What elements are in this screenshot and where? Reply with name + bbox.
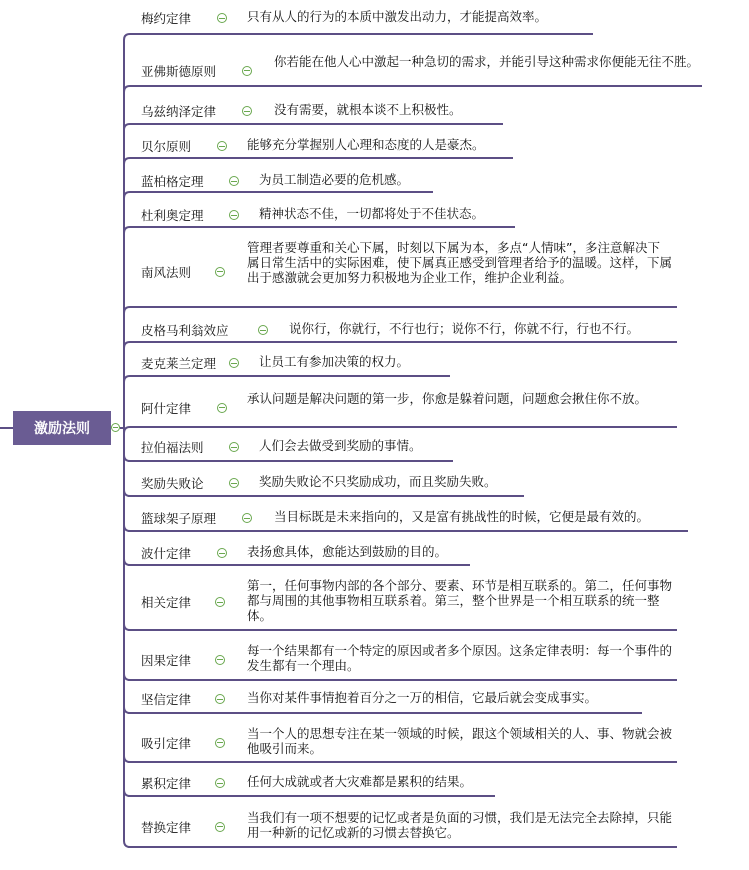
collapse-icon-10[interactable] [217, 403, 227, 413]
root-collapse-icon[interactable] [111, 423, 120, 432]
branch-description-2: 你若能在他人心中激起一种急切的需求，并能引导这种需求你便能无往不胜。 [274, 54, 700, 69]
collapse-icon-16[interactable] [215, 655, 225, 665]
branch-name-8[interactable]: 皮格马利翁效应 [141, 323, 229, 338]
root-node[interactable] [13, 411, 111, 445]
branch-description-1: 只有从人的行为的本质中激发出动力，才能提高效率。 [247, 9, 548, 24]
branch-description-17: 当你对某件事情抱着百分之一万的相信，它最后就会变成事实。 [247, 690, 598, 705]
branch-name-11[interactable]: 拉伯福法则 [141, 440, 204, 455]
branch-description-5: 为员工制造必要的危机感。 [259, 172, 410, 187]
collapse-icon-12[interactable] [229, 478, 239, 488]
collapse-icon-9[interactable] [229, 358, 239, 368]
branch-name-3[interactable]: 乌兹纳泽定律 [141, 104, 217, 119]
collapse-icon-1[interactable] [217, 13, 227, 23]
collapse-icon-8[interactable] [258, 325, 268, 335]
collapse-icon-15[interactable] [215, 597, 225, 607]
branch-name-9[interactable]: 麦克莱兰定理 [141, 356, 217, 371]
branch-description-14: 表扬愈具体，愈能达到鼓励的目的。 [247, 544, 448, 559]
branch-description-16: 每一个结果都有一个特定的原因或者多个原因。这条定律表明：每一个事件的发生都有一个理由。 [247, 643, 673, 673]
collapse-icon-19[interactable] [215, 778, 225, 788]
branch-name-15[interactable]: 相关定律 [141, 595, 192, 610]
branch-name-7[interactable]: 南风法则 [141, 264, 192, 280]
branch-name-17[interactable]: 坚信定律 [141, 692, 192, 707]
branch-name-19[interactable]: 累积定律 [141, 776, 192, 791]
branch-description-6: 精神状态不佳，一切都将处于不佳状态。 [259, 206, 485, 221]
collapse-icon-2[interactable] [242, 66, 252, 76]
collapse-icon-17[interactable] [215, 694, 225, 704]
branch-description-8: 说你行，你就行，不行也行；说你不行，你就不行，行也不行。 [289, 321, 640, 336]
collapse-icon-6[interactable] [229, 210, 239, 220]
branch-description-12: 奖励失败论不只奖励成功，而且奖励失败。 [259, 474, 497, 489]
branch-description-10: 承认问题是解决问题的第一步，你愈是躲着问题，问题愈会揪住你不放。 [247, 391, 648, 406]
collapse-icon-11[interactable] [229, 442, 239, 452]
root-label: 激励法则 [34, 421, 90, 437]
branch-name-5[interactable]: 蓝柏格定理 [141, 174, 204, 189]
branch-name-2[interactable]: 亚佛斯德原则 [141, 63, 217, 79]
branch-name-18[interactable]: 吸引定律 [141, 735, 192, 751]
collapse-icon-5[interactable] [229, 176, 239, 186]
branch-name-16[interactable]: 因果定律 [141, 652, 192, 668]
branch-name-10[interactable]: 阿什定律 [141, 400, 192, 416]
branch-description-9: 让员工有参加决策的权力。 [259, 354, 410, 369]
branch-description-15: 第一，任何事物内部的各个部分、要素、环节是相互联系的。第二，任何事物都与周围的其他事物相互联系着。第三，整个世界是一个相互联系的统一整体。 [247, 578, 673, 623]
branch-description-4: 能够充分掌握别人心理和态度的人是豪杰。 [247, 137, 485, 152]
collapse-icon-18[interactable] [215, 738, 225, 748]
branch-line-4 [124, 158, 513, 428]
branch-name-6[interactable]: 杜利奥定理 [141, 208, 204, 223]
branch-line-10 [124, 427, 677, 433]
collapse-icon-3[interactable] [242, 106, 252, 116]
collapse-icon-20[interactable] [215, 822, 225, 832]
collapse-icon-7[interactable] [215, 267, 225, 277]
branch-description-19: 任何大成就或者大灾难都是累积的结果。 [247, 774, 473, 789]
branch-description-13: 当目标既是未来指向的，又是富有挑战性的时候，它便是最有效的。 [274, 509, 650, 524]
branch-name-20[interactable]: 替换定律 [141, 819, 192, 835]
branch-name-12[interactable]: 奖励失败论 [141, 476, 204, 491]
branch-name-1[interactable]: 梅约定律 [141, 11, 192, 26]
branch-description-7: 管理者要尊重和关心下属，时刻以下属为本，多点“人情味”，多注意解决下属日常生活中的实际困难，使下属真正感受到管理者给予的温暖。这样，下属出于感激就会更加努力积极地为企业工作，维护企业利益。 [247, 240, 673, 285]
branch-description-3: 没有需要，就根本谈不上积极性。 [274, 102, 462, 117]
branch-description-20: 当我们有一项不想要的记忆或者是负面的习惯，我们是无法完全去除掉，只能用一种新的记忆或新的习惯去替换它。 [247, 810, 673, 840]
root-connector [0, 427, 13, 429]
collapse-icon-13[interactable] [242, 513, 252, 523]
branch-name-13[interactable]: 篮球架子原理 [141, 511, 217, 526]
branch-name-4[interactable]: 贝尔原则 [141, 139, 192, 154]
branch-name-14[interactable]: 波什定律 [141, 546, 192, 561]
collapse-icon-14[interactable] [217, 548, 227, 558]
branch-description-18: 当一个人的思想专注在某一领域的时候，跟这个领域相关的人、事、物就会被他吸引而来。 [247, 726, 673, 756]
branch-description-11: 人们会去做受到奖励的事情。 [259, 438, 422, 453]
collapse-icon-4[interactable] [217, 141, 227, 151]
